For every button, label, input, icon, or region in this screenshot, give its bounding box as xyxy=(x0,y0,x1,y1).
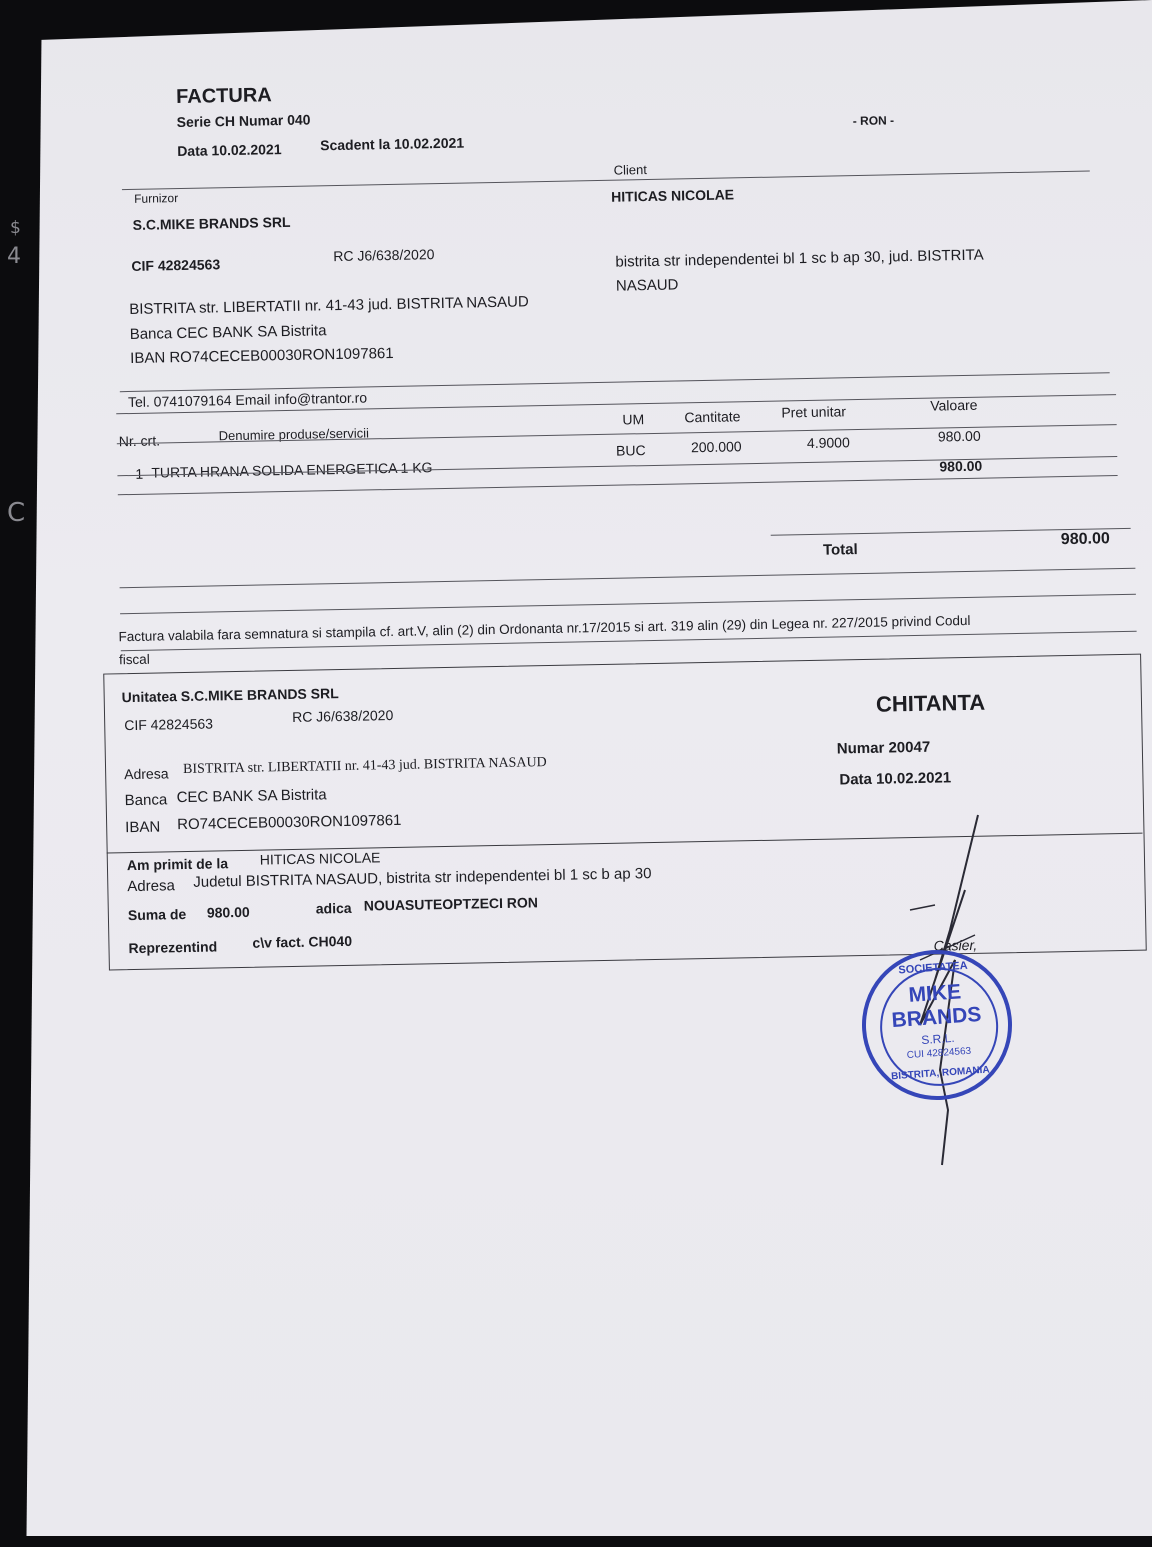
receipt-bank: CEC BANK SA Bistrita xyxy=(176,786,327,807)
client-address: bistrita str independentei bl 1 sc b ap 30, jud. BISTRITA xyxy=(615,246,984,271)
divider xyxy=(120,372,1110,392)
col-header-price: Pret unitar xyxy=(781,403,847,421)
sum-words-label: adica xyxy=(315,899,352,917)
receipt-address-label: Adresa xyxy=(124,765,169,783)
col-header-value: Valoare xyxy=(930,396,978,414)
invoice-due-date: Scadent la 10.02.2021 xyxy=(319,134,465,154)
payer-address: Judetul BISTRITA NASAUD, bistrita str independentei bl 1 sc b ap 30 xyxy=(193,865,652,891)
col-header-nr: Nr. crt. xyxy=(118,432,161,450)
row-value: 980.00 xyxy=(937,427,981,445)
receipt-number: Numar 20047 xyxy=(836,738,931,758)
legal-note-cont: fiscal xyxy=(118,651,150,668)
receipt-date: Data 10.02.2021 xyxy=(839,769,952,789)
supplier-address: BISTRITA str. LIBERTATII nr. 41-43 jud. BISTRITA NASAUD xyxy=(129,293,529,319)
client-label: Client xyxy=(613,162,648,178)
client-address: NASAUD xyxy=(615,276,679,295)
supplier-cif: CIF 42824563 xyxy=(131,256,221,274)
invoice-title: FACTURA xyxy=(175,84,272,109)
receipt-cif: CIF 42824563 xyxy=(124,715,214,734)
supplier-label: Furnizor xyxy=(133,191,179,206)
sum-label: Suma de xyxy=(127,906,187,924)
receipt-iban: RO74CECEB00030RON1097861 xyxy=(176,811,402,834)
col-header-name: Denumire produse/servicii xyxy=(218,425,370,444)
currency: - RON - xyxy=(852,113,895,129)
row-um: BUC xyxy=(615,442,646,459)
received-from-name: HITICAS NICOLAE xyxy=(259,849,381,868)
stamp-cui: CUI 42824563 xyxy=(906,1045,972,1062)
divider xyxy=(122,171,1090,191)
payer-address-label: Adresa xyxy=(127,877,176,896)
invoice-series: Serie CH Numar 040 xyxy=(176,111,311,131)
row-qty: 200.000 xyxy=(690,438,742,456)
col-header-um: UM xyxy=(622,411,645,428)
supplier-contact: Tel. 0741079164 Email info@trantor.ro xyxy=(127,389,368,411)
receipt-unit: Unitatea S.C.MIKE BRANDS SRL xyxy=(121,685,339,706)
client-name: HITICAS NICOLAE xyxy=(611,186,735,205)
stamp-brand: MIKE xyxy=(907,980,962,1007)
row-product-name: TURTA HRANA SOLIDA ENERGETICA 1 KG xyxy=(151,459,433,481)
total-value: 980.00 xyxy=(1060,530,1110,549)
supplier-rc: RC J6/638/2020 xyxy=(333,246,435,265)
divider xyxy=(120,594,1136,615)
received-from-label: Am primit de la xyxy=(126,855,229,874)
stamp-top-text: SOCIETATEA xyxy=(898,959,968,977)
receipt-rc: RC J6/638/2020 xyxy=(291,707,394,725)
receipt-title: CHITANTA xyxy=(875,689,986,717)
total-label: Total xyxy=(822,541,858,559)
stamp-bottom-text: BISTRITA, ROMANIA xyxy=(890,1064,990,1083)
supplier-name: S.C.MIKE BRANDS SRL xyxy=(132,213,291,233)
row-nr: 1 xyxy=(135,465,144,482)
supplier-iban: IBAN RO74CECEB00030RON1097861 xyxy=(130,344,394,367)
edge-glyph: 4 xyxy=(7,244,21,269)
cashier-label: Casier, xyxy=(933,936,978,954)
sum-value: 980.00 xyxy=(206,903,250,921)
supplier-bank: Banca CEC BANK SA Bistrita xyxy=(129,322,327,343)
receipt-iban-label: IBAN xyxy=(125,818,161,837)
edge-glyph: C xyxy=(7,498,26,528)
divider xyxy=(120,568,1136,589)
col-header-qty: Cantitate xyxy=(684,408,741,426)
legal-note: Factura valabila fara semnatura si stampila cf. art.V, alin (2) din Ordonanta nr.17/2015 si art. 319 alin (29) din Legea nr. 227/2015 privind Codul xyxy=(118,612,971,645)
stamp-brand: BRANDS xyxy=(890,1002,983,1033)
receipt-address: BISTRITA str. LIBERTATII nr. 41-43 jud. BISTRITA NASAUD xyxy=(182,755,547,778)
receipt-bank-label: Banca xyxy=(124,791,168,810)
stamp-srl: S.R.L. xyxy=(920,1030,956,1048)
sum-words: NOUASUTEOPTZECI RON xyxy=(363,894,539,914)
represents-label: Reprezentind xyxy=(128,938,218,957)
subtotal-value: 980.00 xyxy=(939,457,983,475)
invoice-date: Data 10.02.2021 xyxy=(177,141,282,160)
edge-glyph: $ xyxy=(10,218,21,238)
represents-value: c\v fact. CH040 xyxy=(252,932,353,951)
row-price: 4.9000 xyxy=(806,434,850,452)
